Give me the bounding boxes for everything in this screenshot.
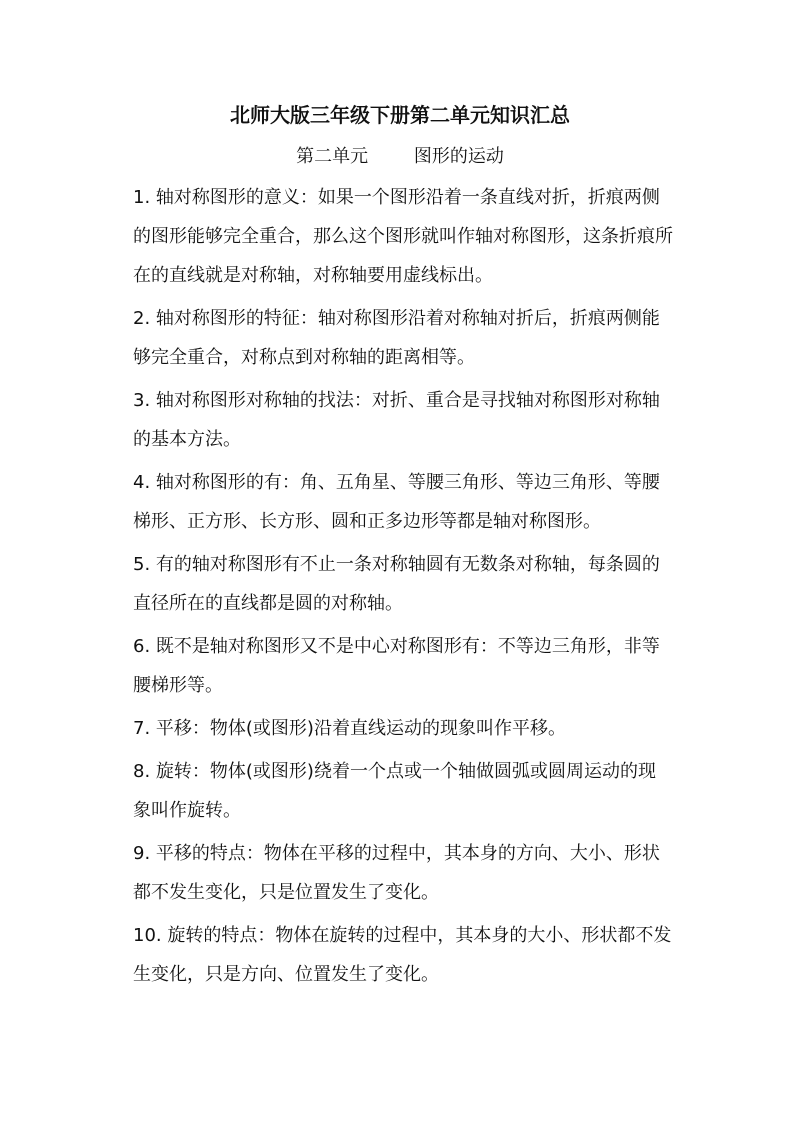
knowledge-item-7: 7. 平移：物体(或图形)沿着直线运动的现象叫作平移。 [133,718,566,739]
knowledge-item-6: 6. 既不是轴对称图形又不是中心对称图形有：不等边三角形，非等腰梯形等。 [133,636,660,696]
document-subtitle: 第二单元 图形的运动 [296,146,504,167]
knowledge-item-3: 3. 轴对称图形对称轴的找法：对折、重合是寻找轴对称图形对称轴的基本方法。 [133,390,660,450]
knowledge-item-10: 10. 旋转的特点：物体在旋转的过程中，其本身的大小、形状都不发生变化，只是方向、位置发生了变化。 [133,925,672,985]
document-title: 北师大版三年级下册第二单元知识汇总 [230,103,570,127]
knowledge-item-5: 5. 有的轴对称图形有不止一条对称轴圆有无数条对称轴，每条圆的直径所在的直线都是圆的对称轴。 [133,554,660,614]
knowledge-list [133,178,673,998]
knowledge-item-8: 8. 旋转：物体(或图形)绕着一个点或一个轴做圆弧或圆周运动的现象叫作旋转。 [133,761,656,821]
knowledge-item-1: 1. 轴对称图形的意义：如果一个图形沿着一条直线对折，折痕两侧的图形能够完全重合，那么这个图形就叫作轴对称图形，这条折痕所在的直线就是对称轴，对称轴要用虚线标出。 [133,187,673,286]
knowledge-item-2: 2. 轴对称图形的特征：轴对称图形沿着对称轴对折后，折痕两侧能够完全重合，对称点到对称轴的距离相等。 [133,308,660,368]
knowledge-item-4: 4. 轴对称图形的有：角、五角星、等腰三角形、等边三角形、等腰梯形、正方形、长方形、圆和正多边形等都是轴对称图形。 [133,472,660,532]
knowledge-item-9: 9. 平移的特点：物体在平移的过程中，其本身的方向、大小、形状都不发生变化，只是位置发生了变化。 [133,843,660,903]
